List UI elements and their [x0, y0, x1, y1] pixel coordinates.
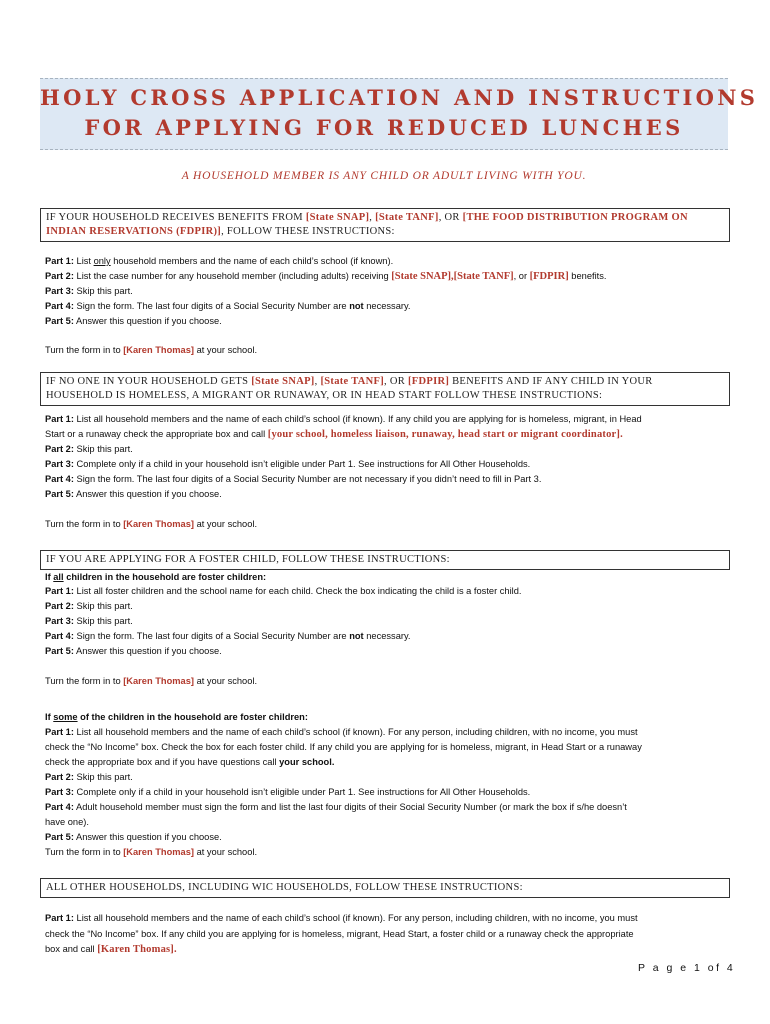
s3-part-2: Part 2: Skip this part.: [45, 601, 133, 611]
s3-part-4: Part 4: Sign the form. The last four digits of a Social Security Number are not necessary.: [45, 631, 411, 641]
s1-part-5: Part 5: Answer this question if you choose.: [45, 316, 222, 326]
s3-turn-in-2: Turn the form in to [Karen Thomas] at your school.: [45, 847, 258, 857]
s1-part-4: Part 4: Sign the form. The last four digits of a Social Security Number are not necessary.: [45, 301, 411, 311]
s2-part-1: Part 1: List all household members and the name of each child’s school (if known). If any child you are applying for is homeless, migrant, in Head: [45, 414, 642, 424]
page-number: P a g e 1 of 4: [638, 962, 736, 974]
page-title-line-1: HOLY CROSS APPLICATION AND INSTRUCTIONS: [40, 85, 759, 110]
s2-part-5: Part 5: Answer this question if you choose.: [45, 489, 222, 499]
page-title-line-2: FOR APPLYING FOR REDUCED LUNCHES: [84, 115, 684, 140]
s3-turn-in-1: Turn the form in to [Karen Thomas] at your school.: [45, 676, 258, 686]
s1-turn-in: Turn the form in to [Karen Thomas] at your school.: [45, 345, 258, 355]
s3-some-part-4: Part 4: Adult household member must sign the form and list the last four digits of their Social Security Number (or mark the box if s/he doesn’t: [45, 802, 627, 812]
s2-part-2: Part 2: Skip this part.: [45, 444, 133, 454]
section-4-heading: ALL OTHER HOUSEHOLDS, INCLUDING WIC HOUSEHOLDS, FOLLOW THESE INSTRUCTIONS:: [40, 878, 730, 898]
s3-all-foster-heading: If all children in the household are foster children:: [45, 572, 267, 582]
section-2-heading: IF NO ONE IN YOUR HOUSEHOLD GETS [State SNAP], [State TANF], OR [FDPIR] BENEFITS AND IF ANY CHILD IN YOUR HOUSEHOLD IS HOMELESS, A MIGRANT OR RUNAWAY, OR IN HEAD START FOLLOW THESE INSTRUCTIONS:: [40, 372, 730, 406]
s3-some-part-5: Part 5: Answer this question if you choose.: [45, 832, 222, 842]
s2-turn-in: Turn the form in to [Karen Thomas] at your school.: [45, 519, 258, 529]
s4-part-1-cont-b: box and call [Karen Thomas].: [45, 944, 177, 955]
household-definition: A HOUSEHOLD MEMBER IS ANY CHILD OR ADULT LIVING WITH YOU.: [181, 170, 587, 182]
s3-some-part-3: Part 3: Complete only if a child in your household isn’t eligible under Part 1. See instructions for All Other Households.: [45, 787, 531, 797]
s3-some-part-4-cont: have one).: [45, 817, 89, 827]
s1-part-1: Part 1: List only household members and the name of each child’s school (if known).: [45, 256, 394, 266]
s2-part-4: Part 4: Sign the form. The last four digits of a Social Security Number are not necessary if you didn’t need to fill in Part 3.: [45, 474, 542, 484]
s3-some-foster-heading: If some of the children in the household are foster children:: [45, 712, 308, 722]
s3-some-part-1-cont-b: check the appropriate box and if you have questions call your school.: [45, 757, 335, 767]
title-banner: [40, 78, 759, 150]
s3-part-5: Part 5: Answer this question if you choose.: [45, 646, 222, 656]
s4-part-1-cont-a: check the “No Income” box. If any child you are applying for is homeless, migrant, Head Start, a foster child or a runaway check the appropriate: [45, 929, 634, 939]
s1-part-3: Part 3: Skip this part.: [45, 286, 133, 296]
s3-part-3: Part 3: Skip this part.: [45, 616, 133, 626]
s3-some-part-2: Part 2: Skip this part.: [45, 772, 133, 782]
s1-part-2: Part 2: List the case number for any household member (including adults) receiving [State SNAP],[State TANF], or [FDPIR] benefits.: [45, 271, 607, 282]
section-3-heading: IF YOU ARE APPLYING FOR A FOSTER CHILD, FOLLOW THESE INSTRUCTIONS:: [40, 550, 730, 570]
section-1-heading: IF YOUR HOUSEHOLD RECEIVES BENEFITS FROM [State SNAP], [State TANF], OR [THE FOOD DISTRIBUTION PROGRAM ON INDIAN RESERVATIONS (FDPIR)], FOLLOW THESE INSTRUCTIONS:: [40, 208, 730, 242]
s3-some-part-1: Part 1: List all household members and the name of each child’s school (if known). For any person, including children, with no income, you must: [45, 727, 638, 737]
s2-part-3: Part 3: Complete only if a child in your household isn’t eligible under Part 1. See instructions for All Other Households.: [45, 459, 531, 469]
s3-some-part-1-cont-a: check the “No Income” box. Check the box for each foster child. If any child you are applying for is homeless, migrant, in Head Start or a runaway: [45, 742, 642, 752]
s4-part-1: Part 1: List all household members and the name of each child’s school (if known). For any person, including children, with no income, you must: [45, 913, 638, 923]
s3-part-1: Part 1: List all foster children and the school name for each child. Check the box indicating the child is a foster child.: [45, 586, 522, 596]
s2-part-1-cont: Start or a runaway check the appropriate box and call [your school, homeless liaison, runaway, head start or migrant coordinator].: [45, 429, 623, 440]
